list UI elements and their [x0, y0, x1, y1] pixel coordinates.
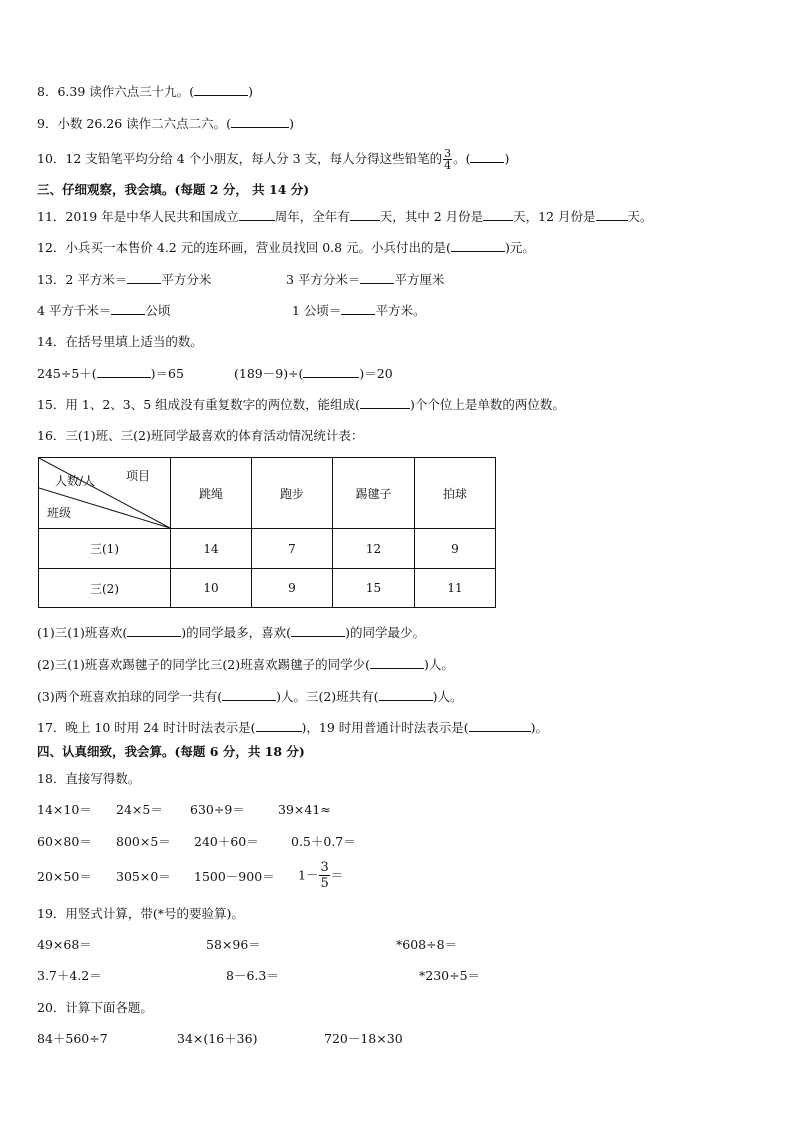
table-cell: 12 — [333, 529, 415, 569]
question-14: 14．在括号里填上适当的数。 — [37, 334, 203, 349]
question-9: 9．小数 26.26 读作二六点二六。( ) — [37, 116, 294, 131]
question-16: 16．三(1)班、三(2)班同学最喜欢的体育活动情况统计表： — [37, 428, 364, 443]
answer-blank[interactable] — [127, 625, 181, 637]
table-cell: 7 — [252, 529, 333, 569]
question-17: 17．晚上 10 时用 24 时计时法表示是( )，19 时用普通计时法表示是( )。 — [37, 720, 549, 735]
question-10: 10．12 支铅笔平均分给 4 个小朋友，每人分 3 支，每人分得这些铅笔的 $\frac{3}{4}$ 。( ) — [37, 147, 510, 172]
calc-item: 84＋560÷7 — [37, 1031, 108, 1046]
answer-blank[interactable] — [127, 272, 161, 284]
table-cell: 9 — [252, 569, 333, 608]
arithmetic-item: 305×0＝ — [116, 869, 171, 884]
answer-blank[interactable] — [239, 209, 275, 221]
question-18: 18．直接写得数。 — [37, 771, 141, 786]
column-header: 踢毽子 — [333, 458, 415, 529]
table-cell: 11 — [415, 569, 496, 608]
answer-blank[interactable] — [469, 720, 531, 732]
row-label: 三(2) — [39, 569, 171, 608]
corner-label-class: 班级 — [47, 506, 72, 520]
column-header: 跳绳 — [171, 458, 252, 529]
answer-blank[interactable] — [360, 272, 394, 284]
question-13-line2: 4 平方千米＝ 公顷 — [37, 303, 171, 318]
answer-blank[interactable] — [222, 689, 276, 701]
table-row — [39, 529, 496, 569]
arithmetic-item: 0.5＋0.7＝ — [291, 834, 356, 849]
section-3-heading: 三、仔细观察，我会填。(每题 2 分， 共 14 分) — [37, 182, 310, 197]
arithmetic-item: 39×41≈ — [278, 802, 331, 817]
answer-blank[interactable] — [231, 116, 289, 128]
answer-blank[interactable] — [360, 397, 410, 409]
answer-blank[interactable] — [350, 209, 380, 221]
arithmetic-item: 14×10＝ — [37, 802, 92, 817]
question-text: 9．小数 26.26 读作二六点二六。( — [37, 116, 232, 131]
corner-label-item: 项目 — [126, 469, 151, 483]
question-13-part2: 3 平方分米＝ 平方厘米 — [286, 272, 445, 287]
section-4-heading: 四、认真细致，我会算。(每题 6 分，共 18 分) — [37, 744, 305, 759]
answer-blank[interactable] — [451, 240, 505, 252]
question-12: 12．小兵买一本售价 4.2 元的连环画，营业员找回 0.8 元。小兵付出的是( )元。 — [37, 240, 535, 255]
question-13-line2-part2: 1 公顷＝ 平方米。 — [292, 303, 426, 318]
table-cell: 15 — [333, 569, 415, 608]
table-cell: 10 — [171, 569, 252, 608]
question-16-part-1: (1)三(1)班喜欢( )的同学最多，喜欢( )的同学最少。 — [37, 625, 425, 640]
arithmetic-item: 60×80＝ — [37, 834, 92, 849]
question-20: 20．计算下面各题。 — [37, 1000, 153, 1015]
answer-blank[interactable] — [256, 720, 302, 732]
arithmetic-item: 630÷9＝ — [190, 802, 245, 817]
calc-item: 34×(16＋36) — [177, 1031, 258, 1046]
corner-label-count: 人数/人 — [55, 474, 96, 488]
question-11: 11．2019 年是中华人民共和国成立 周年，全年有 天，其中 2 月份是 天，12 月份是 天。 — [37, 209, 653, 224]
table-cell: 14 — [171, 529, 252, 569]
vertical-calc-item: *608÷8＝ — [396, 937, 458, 952]
vertical-calc-item: 8－6.3＝ — [226, 968, 279, 983]
answer-blank[interactable] — [596, 209, 628, 221]
calc-item: 720－18×30 — [324, 1031, 403, 1046]
question-8: 8．6.39 读作六点三十九。( ) — [37, 84, 254, 99]
column-header: 跑步 — [252, 458, 333, 529]
fraction: $\frac{3}{4}$ — [444, 147, 452, 172]
answer-blank[interactable] — [111, 303, 145, 315]
vertical-calc-item: 58×96＝ — [206, 937, 261, 952]
answer-blank[interactable] — [483, 209, 513, 221]
row-label: 三(1) — [39, 529, 171, 569]
question-14-equation-2: (189－9)÷( )＝20 — [234, 366, 393, 381]
statistics-table — [38, 457, 496, 608]
question-text: 8．6.39 读作六点三十九。( — [37, 84, 195, 99]
answer-blank[interactable] — [370, 657, 424, 669]
arithmetic-item: 800×5＝ — [116, 834, 171, 849]
question-19: 19．用竖式计算，带(*号的要验算)。 — [37, 906, 244, 921]
answer-blank[interactable] — [97, 366, 151, 378]
question-13: 13．2 平方米＝ 平方分米 — [37, 272, 212, 287]
arithmetic-item: 24×5＝ — [116, 802, 163, 817]
arithmetic-item: 240＋60＝ — [194, 834, 259, 849]
arithmetic-item: 1500－900＝ — [194, 869, 275, 884]
arithmetic-item-fraction: 1－ $\frac{3}{5}$ ＝ — [298, 860, 344, 891]
question-16-part-2: (2)三(1)班喜欢踢毽子的同学比三(2)班喜欢踢毽子的同学少( )人。 — [37, 657, 454, 672]
vertical-calc-item: 49×68＝ — [37, 937, 92, 952]
answer-blank[interactable] — [194, 84, 248, 96]
fraction: $\frac{3}{5}$ — [320, 860, 329, 891]
question-16-part-3: (3)两个班喜欢拍球的同学一共有( )人。三(2)班共有( )人。 — [37, 689, 463, 704]
question-15: 15．用 1、2、3、5 组成没有重复数字的两位数，能组成( )个个位上是单数的两位数。 — [37, 397, 565, 412]
question-14-equation-1: 245÷5＋( )＝65 — [37, 366, 184, 381]
answer-blank[interactable] — [379, 689, 433, 701]
vertical-calc-item: 3.7＋4.2＝ — [37, 968, 102, 983]
question-text: 10．12 支铅笔平均分给 4 个小朋友，每人分 3 支，每人分得这些铅笔的 — [37, 151, 443, 166]
column-header: 拍球 — [415, 458, 496, 529]
table-row — [39, 569, 496, 608]
answer-blank[interactable] — [291, 625, 345, 637]
arithmetic-item: 20×50＝ — [37, 869, 92, 884]
table-corner-cell — [39, 458, 171, 529]
answer-blank[interactable] — [470, 151, 504, 163]
answer-blank[interactable] — [303, 366, 359, 378]
table-cell: 9 — [415, 529, 496, 569]
answer-blank[interactable] — [341, 303, 375, 315]
vertical-calc-item: *230÷5＝ — [419, 968, 481, 983]
